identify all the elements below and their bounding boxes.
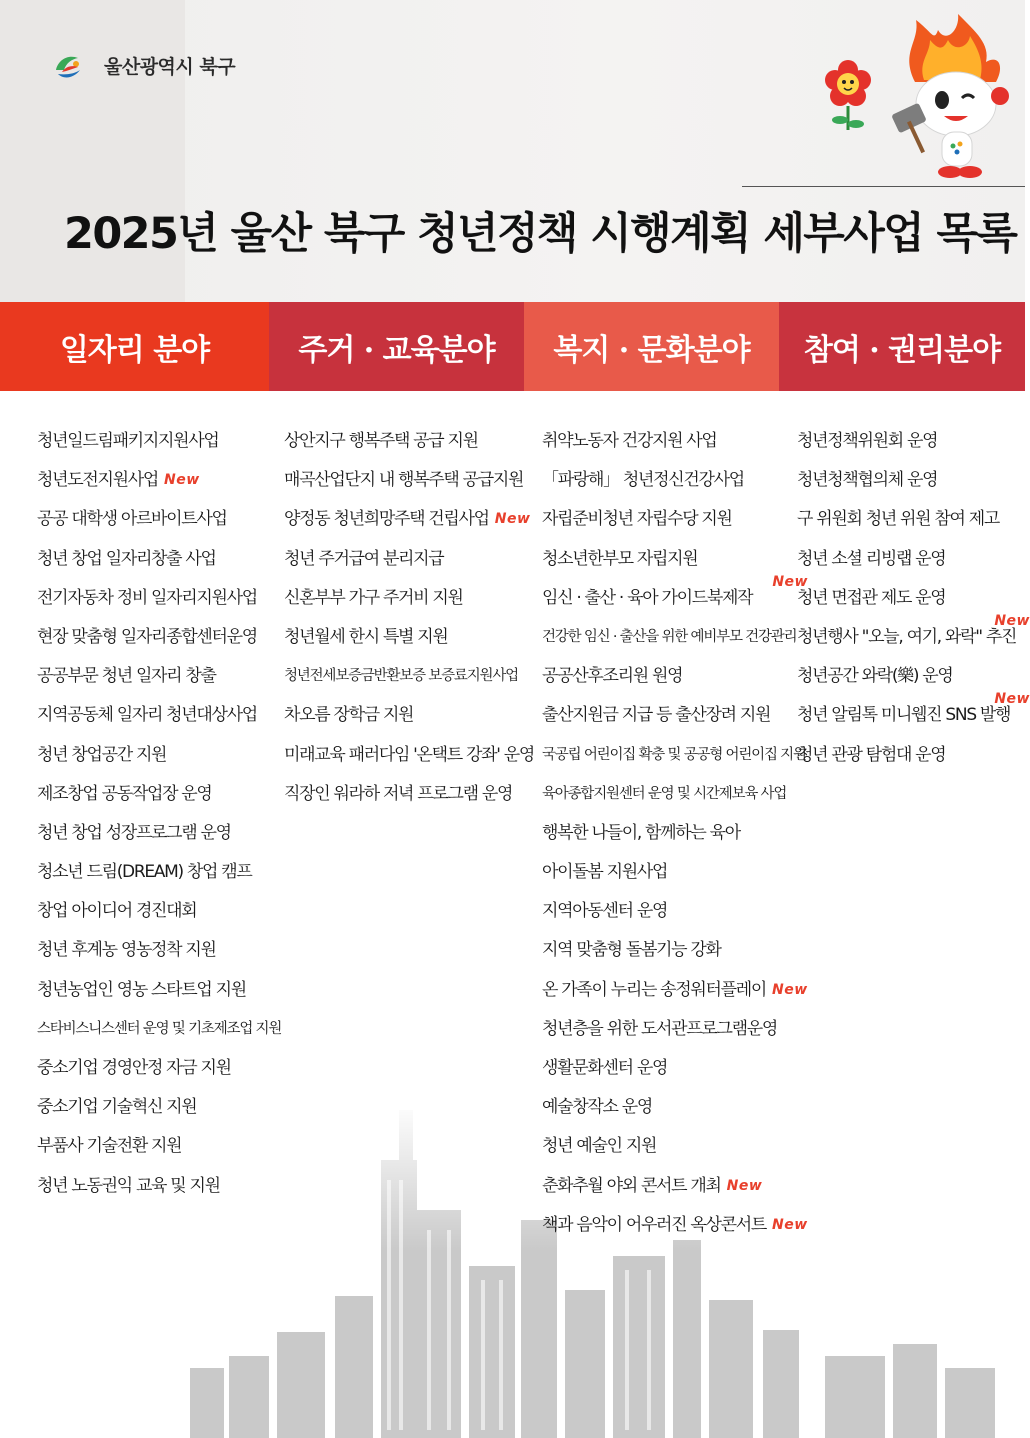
program-label: 「파랑해」 청년정신건강사업: [542, 470, 744, 491]
program-label: 현장 맞춤형 일자리종합센터운영: [37, 626, 257, 647]
program-item: [542, 422, 800, 461]
program-label: 지역아동센터 운영: [542, 901, 668, 922]
program-item: [37, 775, 277, 814]
program-item: [542, 971, 808, 1010]
program-label: 제조창업 공동작업장 운영: [37, 783, 212, 804]
program-label: 춘화추월 야외 콘서트 개최: [542, 1175, 721, 1196]
program-label: 청년 관광 탐험대 운영: [797, 744, 946, 765]
program-item: [797, 736, 1022, 775]
program-label: 예술창작소 운영: [542, 1097, 652, 1118]
program-item: [37, 657, 277, 696]
program-label: 생활문화센터 운영: [542, 1058, 668, 1078]
program-label: 스타비스니스센터 운영 및 기초제조업 지원: [37, 1020, 282, 1037]
program-item: [797, 612, 1030, 657]
program-item: [797, 691, 1030, 735]
program-item: [542, 657, 800, 696]
program-label: 지역공동체 일자리 청년대상사업: [37, 705, 257, 726]
column-housing-education: [284, 422, 536, 814]
program-item: [542, 1010, 800, 1049]
program-label: 매곡산업단지 내 행복주택 공급지원: [284, 470, 524, 491]
column-participation-rights: [797, 422, 1030, 775]
program-item: [542, 1127, 800, 1166]
column-welfare-culture: [542, 422, 808, 1245]
program-item: [542, 1167, 800, 1206]
program-item: [37, 618, 277, 657]
title-divider: [742, 186, 1025, 187]
program-item: [542, 1206, 808, 1245]
program-columns: [0, 422, 1030, 1322]
tab-housing-education: 주거 · 교육분야: [269, 302, 524, 391]
program-label: 신혼부부 가구 주거비 지원: [284, 587, 463, 608]
program-label: 청년층을 위한 도서관프로그램운영: [542, 1018, 778, 1039]
program-item: [37, 1127, 277, 1166]
program-label: 청년 예술인 지원: [542, 1136, 657, 1157]
program-item: [37, 422, 277, 461]
program-label: 청소년 드림(DREAM) 창업 캠프: [37, 862, 252, 883]
program-item: [797, 500, 1022, 539]
program-item: [37, 971, 277, 1010]
column-jobs: [37, 422, 282, 1206]
program-item: [284, 696, 536, 735]
tab-jobs: 일자리 분야: [0, 302, 269, 391]
program-item: [284, 579, 536, 618]
program-item: [37, 892, 277, 931]
program-label: 중소기업 기술혁신 지원: [37, 1097, 197, 1118]
program-item: [37, 814, 277, 853]
program-item: [284, 500, 536, 539]
program-label: 청소년한부모 자립지원: [542, 548, 698, 569]
program-item: [797, 657, 1022, 696]
program-item: [37, 1049, 277, 1088]
program-item: [284, 618, 536, 657]
program-label: 공공 대학생 아르바이트사업: [37, 509, 227, 530]
new-badge: New: [772, 981, 808, 998]
program-label: 직장인 워라하 저녁 프로그램 운영: [284, 783, 513, 804]
program-item: [542, 618, 800, 657]
program-label: 청년 창업 성장프로그램 운영: [37, 822, 231, 843]
program-item: [37, 1088, 277, 1127]
bukgu-logo-icon: [52, 50, 84, 82]
program-label: 청년 알림톡 미니웹진 SNS 발행: [797, 705, 1011, 726]
program-item: [284, 657, 536, 696]
program-label: 청년 소셜 리빙랩 운영: [797, 548, 946, 569]
program-label: 전기자동차 정비 일자리지원사업: [37, 587, 257, 608]
program-item: [37, 1167, 277, 1206]
program-item: [542, 696, 800, 735]
program-item: [37, 540, 277, 579]
program-label: 임신 · 출산 · 육아 가이드북제작: [542, 587, 753, 608]
new-badge: New: [772, 573, 808, 590]
new-badge: New: [994, 612, 1030, 629]
program-label: 공공산후조리원 원영: [542, 666, 683, 687]
program-item: [37, 853, 277, 892]
program-label: 양정동 청년희망주택 건립사업: [284, 509, 489, 530]
program-label: 공공부문 청년 일자리 창출: [37, 666, 216, 687]
program-item: [37, 500, 277, 539]
program-label: 청년도전지원사업: [37, 470, 158, 491]
org-name: 울산광역시 북구: [104, 56, 236, 78]
tab-participation-rights: 참여 · 권리분야: [779, 302, 1025, 391]
program-label: 청년전세보증금반환보증 보증료지원사업: [284, 668, 518, 685]
program-item: [542, 814, 800, 853]
program-item: [37, 461, 277, 500]
new-badge: New: [726, 1177, 763, 1194]
program-label: 미래교육 패러다임 '온택트 강좌' 운영: [284, 744, 534, 765]
new-badge: New: [163, 472, 200, 489]
program-label: 행복한 나들이, 함께하는 육아: [542, 822, 740, 843]
program-label: 청년공간 와락(樂) 운영: [797, 666, 953, 687]
program-label: 취약노동자 건강지원 사업: [542, 431, 717, 451]
program-item: [542, 736, 806, 775]
program-label: 청년일드림패키지지원사업: [37, 431, 219, 451]
program-item: [542, 931, 800, 970]
new-badge: New: [772, 1216, 808, 1233]
program-item: [284, 540, 536, 579]
program-item: [797, 540, 1022, 579]
new-badge: New: [494, 511, 531, 528]
program-label: 상안지구 행복주택 공급 지원: [284, 431, 478, 451]
program-item: [284, 461, 536, 500]
program-label: 육아종합지원센터 운영 및 시간제보육 사업: [542, 785, 787, 802]
program-label: 청년 창업 일자리창출 사업: [37, 548, 216, 569]
program-item: [37, 579, 277, 618]
program-label: 중소기업 경영안정 자금 지원: [37, 1058, 231, 1078]
mascot-illustration: [820, 12, 1020, 182]
program-item: [284, 775, 536, 814]
program-item: [797, 461, 1022, 500]
program-label: 책과 음악이 어우러진 옥상콘서트: [542, 1214, 767, 1235]
category-tabs: [0, 302, 1025, 391]
page-title: 2025년 울산 북구 청년정책 시행계획 세부사업 목록: [64, 209, 1017, 259]
program-label: 구 위원회 청년 위원 참여 제고: [797, 509, 999, 530]
program-item: [542, 775, 800, 814]
program-item: [542, 573, 808, 618]
program-label: 차오름 장학금 지원: [284, 705, 414, 726]
program-item: [37, 1010, 282, 1049]
program-item: [542, 853, 800, 892]
program-label: 건강한 임신 · 출산을 위한 예비부모 건강관리: [542, 628, 797, 645]
new-badge: New: [994, 691, 1030, 708]
program-label: 자립준비청년 자립수당 지원: [542, 509, 732, 530]
program-label: 청년행사 "오늘, 여기, 와락" 추진: [797, 626, 1017, 647]
program-label: 출산지원금 지급 등 출산장려 지원: [542, 705, 771, 726]
program-item: [284, 422, 536, 461]
program-label: 청년농업인 영농 스타트업 지원: [37, 979, 246, 1000]
program-item: [797, 422, 1022, 461]
program-item: [542, 1049, 800, 1088]
program-label: 아이돌봄 지원사업: [542, 862, 668, 883]
program-label: 지역 맞춤형 돌봄기능 강화: [542, 940, 721, 961]
program-item: [37, 736, 277, 775]
program-label: 청년 후계농 영농정착 지원: [37, 940, 216, 961]
program-label: 청년청책협의체 운영: [797, 470, 938, 491]
tab-welfare-culture: 복지 · 문화분야: [524, 302, 779, 391]
program-label: 청년정책위원회 운영: [797, 431, 938, 451]
program-item: [542, 1088, 800, 1127]
program-label: 청년 창업공간 지원: [37, 744, 167, 765]
program-label: 국공립 어린이집 확충 및 공공형 어린이집 지원: [542, 746, 806, 763]
program-item: [284, 736, 536, 775]
program-label: 청년 노동권익 교육 및 지원: [37, 1175, 220, 1196]
program-item: [37, 931, 277, 970]
program-item: [542, 461, 800, 500]
header-banner: [0, 0, 1025, 302]
program-label: 부품사 기술전환 지원: [37, 1136, 182, 1157]
program-item: [797, 579, 1022, 618]
program-item: [542, 892, 800, 931]
program-label: 청년월세 한시 특별 지원: [284, 626, 448, 647]
program-item: [37, 696, 277, 735]
program-item: [542, 540, 800, 579]
program-label: 청년 면접관 제도 운영: [797, 587, 946, 608]
program-label: 온 가족이 누리는 송정워터플레이: [542, 979, 767, 1000]
program-item: [542, 500, 800, 539]
program-label: 창업 아이디어 경진대회: [37, 901, 197, 922]
program-label: 청년 주거급여 분리지급: [284, 548, 444, 569]
